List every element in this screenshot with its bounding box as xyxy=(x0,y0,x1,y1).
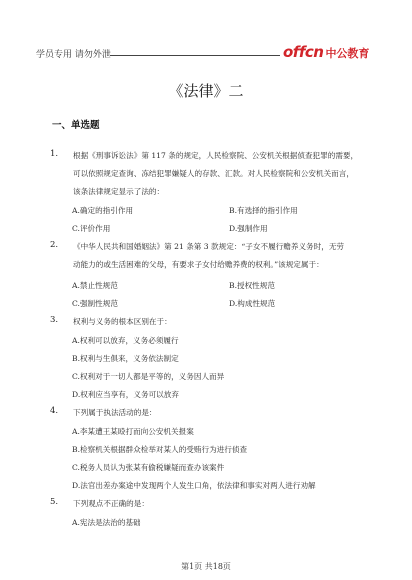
offcn-logo xyxy=(283,42,369,61)
logo-cn: 中公教育 xyxy=(325,47,370,60)
question-text-line: 权利与义务的根本区别在于： xyxy=(73,317,172,326)
section-heading: 一、单选题 xyxy=(52,120,100,131)
question-text-line: 该条法律规定显示了法的： xyxy=(73,187,165,196)
question-number: 5. xyxy=(50,497,59,507)
question-number: 3. xyxy=(50,315,59,325)
option-c: C.权利对于一切人都是平等的，义务因人而异 xyxy=(72,372,225,381)
option-b: B.有选择的指引作用 xyxy=(229,206,298,215)
option-c: C.强制性规范 xyxy=(72,299,118,308)
question-text-line: 可以依照规定查询、冻结犯罪嫌疑人的存款、汇款。对人民检察院和公安机关而言， xyxy=(73,169,354,178)
question-text-line: 下列属于执法活动的是： xyxy=(73,408,157,417)
logo-latin: offcn xyxy=(283,43,324,61)
document-title: 《法律》二 xyxy=(168,82,244,100)
option-d: D.法官出差办案途中发现两个人发生口角，依法律和事实对两人进行劝解 xyxy=(72,481,316,490)
question-text-line: 根据《刑事诉讼法》第 117 条的规定，人民检察院、公安机关根据侦查犯罪的需要， xyxy=(73,151,359,160)
question-number: 2. xyxy=(50,240,59,250)
option-c: C.评价作用 xyxy=(72,224,111,233)
question-text-line: 动能力的或生活困难的父母，有要求子女付给赡养费的权利。”该规定属于： xyxy=(73,260,324,269)
option-a: A.确定的指引作用 xyxy=(72,206,134,215)
option-a: A.宪法是法治的基础 xyxy=(72,518,141,527)
option-b: B.权利与生俱来，义务依法制定 xyxy=(72,354,179,363)
option-c: C.税务人员认为张某有偷税嫌疑而查办该案件 xyxy=(72,463,225,472)
option-b: B.授权性规范 xyxy=(229,281,275,290)
option-d: D.权利应当享有，义务可以放弃 xyxy=(72,390,179,399)
option-a: A.禁止性规范 xyxy=(72,281,118,290)
question-text-line: 下列观点不正确的是： xyxy=(73,499,149,508)
option-a: A.权利可以放弃，义务必须履行 xyxy=(72,336,179,345)
question-text-line: 《中华人民共和国婚姻法》第 21 条第 3 款规定：“子女不履行赡养义务时，无劳 xyxy=(73,242,345,251)
option-d: D.强制作用 xyxy=(229,224,268,233)
option-b: B.检察机关根据群众检举对某人的受贿行为进行侦查 xyxy=(72,445,248,454)
question-number: 1. xyxy=(50,149,59,159)
page-footer: 第1页 共18页 xyxy=(181,562,231,571)
header-confidential-text: 学员专用 请勿外泄 xyxy=(36,50,111,60)
question-number: 4. xyxy=(50,406,59,416)
header-rule xyxy=(110,55,280,56)
option-d: D.构成性规范 xyxy=(229,299,276,308)
option-a: A.李某遭王某殴打而向公安机关报案 xyxy=(72,427,194,436)
